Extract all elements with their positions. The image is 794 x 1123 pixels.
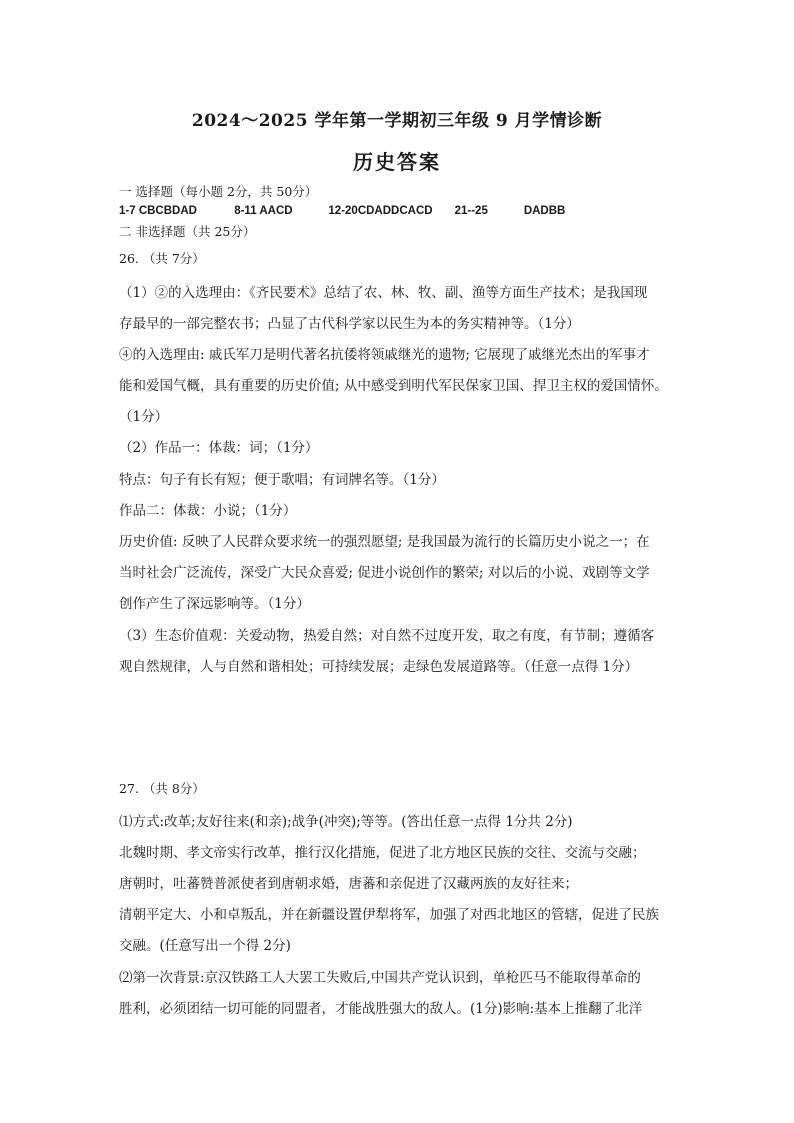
q26-heading: 26. （共 7分） [119, 251, 205, 266]
q27-line: 唐朝时，吐蕃赞普派使者到唐朝求婚，唐蕃和亲促进了汉藏两族的友好往来； [119, 876, 578, 892]
answer-group-4-label: 21--25 [454, 205, 488, 217]
q26-line: 观自然规律，人与自然和谐相处；可持续发展；走绿色发展道路等。（任意一点得 1分） [119, 659, 639, 675]
q26-line: （2）作品一：体裁：词；（1分） [119, 440, 319, 456]
q27-heading: 27. （共 8分） [119, 781, 205, 796]
q26-line: 作品二：体裁：小说；（1分） [119, 503, 297, 519]
answer-group-1: 1-7 CBCBDAD [119, 205, 197, 217]
q27-line: 胜利，必须团结一切可能的同盟者，才能战胜强大的敌人。(1分)影响:基本上推翻了北洋 [119, 1001, 643, 1017]
section1-heading: 一 选择题（每小题 2分，共 50分） [119, 184, 318, 199]
document-title: 2024～2025 学年第一学期初三年级 9 月学情诊断 [191, 111, 603, 131]
answer-group-2: 8-11 AACD [234, 205, 293, 217]
q26-line: 能和爱国气概，具有重要的历史价值; 从中感受到明代军民保家卫国、捍卫主权的爱国情怀。 [119, 378, 668, 394]
q27-line: 交融。(任意写出一个得 2分) [119, 938, 291, 954]
section2-heading: 二 非选择题（共 25分） [119, 224, 256, 239]
q27-line: 清朝平定大、小和卓叛乱，并在新疆设置伊犁将军，加强了对西北地区的管辖，促进了民族 [119, 907, 659, 923]
q26-line: 存最早的一部完整农书；凸显了古代科学家以民生为本的务实精神等。（1分） [119, 316, 580, 332]
q26-line: （3）生态价值观：关爱动物，热爱自然；对自然不过度开发，取之有度，有节制；遵循客 [119, 628, 655, 644]
q26-line: 历史价值: 反映了人民群众要求统一的强烈愿望; 是我国最为流行的长篇历史小说之一；在 [119, 534, 650, 550]
q27-line: ⑴方式:改革;友好往来(和亲);战争(冲突);等等。(答出任意一点得 1分共 2分) [119, 814, 573, 830]
q26-line: （1）②的入选理由：《齐民要术》总结了农、林、牧、副、渔等方面生产技术；是我国现 [119, 285, 648, 301]
q27-line: 北魏时期、孝文帝实行改革，推行汉化措施，促进了北方地区民族的交往、交流与交融； [119, 845, 646, 861]
q26-line: ④的入选理由: 戚氏军刀是明代著名抗倭将领戚继光的遗物; 它展现了戚继光杰出的军事才 [119, 347, 650, 363]
q26-line: 当时社会广泛流传，深受广大民众喜爱; 促进小说创作的繁荣; 对以后的小说、戏剧等文学 [119, 565, 650, 581]
document-subtitle: 历史答案 [353, 150, 441, 174]
q26-line: （1分） [119, 409, 169, 425]
q26-line: 创作产生了深远影响等。（1分） [119, 596, 310, 612]
choice-answers [119, 205, 565, 217]
q26-line: 特点：句子有长有短；便于歌唱；有词牌名等。（1分） [119, 472, 445, 488]
answer-group-4: DADBB [523, 205, 566, 217]
answer-group-3: 12-20CDADDCACD [328, 205, 433, 217]
q27-line: ⑵第一次背景:京汉铁路工人大罢工失败后,中国共产党认识到，单枪匹马不能取得革命的 [119, 970, 641, 986]
